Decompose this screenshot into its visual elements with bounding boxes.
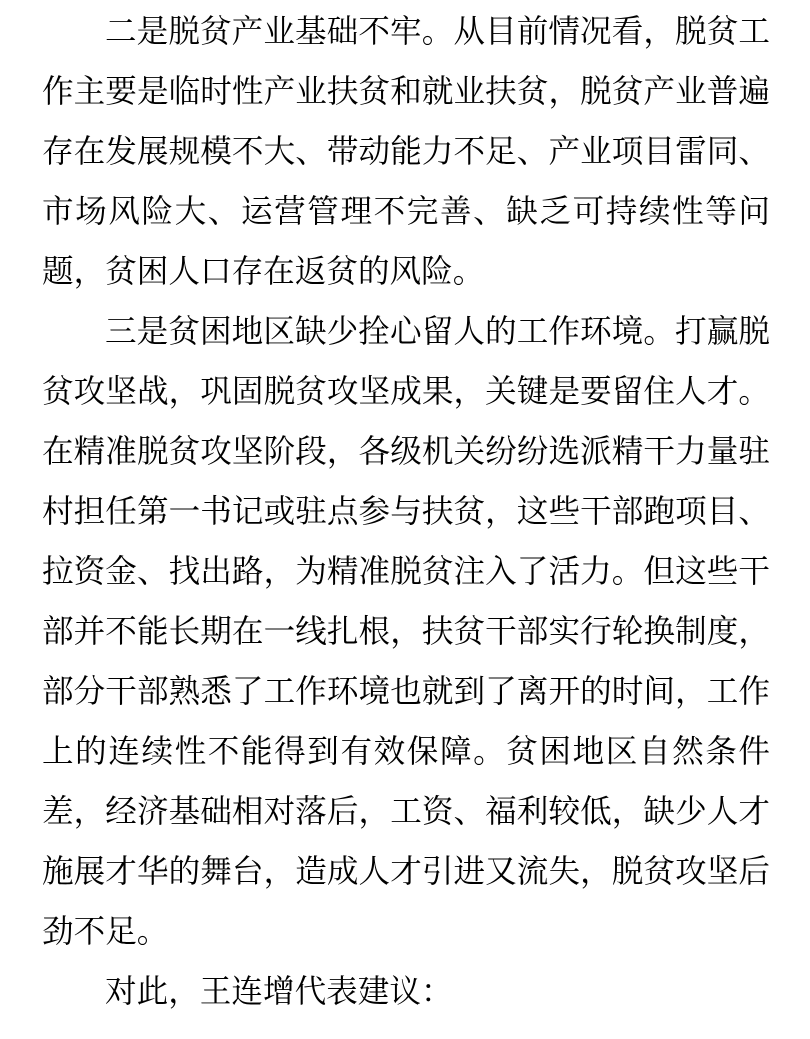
paragraph-industry-foundation-weak [42, 1, 770, 301]
text-line: 部并不能长期在一线扎根，扶贫干部实行轮换制度， [42, 613, 770, 649]
paragraph-suggestion-intro [42, 961, 770, 1021]
text-line: 贫攻坚战，巩固脱贫攻坚成果，关键是要留住人才。 [42, 373, 770, 409]
text-line: 上的连续性不能得到有效保障。贫困地区自然条件 [42, 733, 770, 769]
text-line: 部分干部熟悉了工作环境也就到了离开的时间，工作 [42, 673, 770, 709]
text-line: 施展才华的舞台，造成人才引进又流失，脱贫攻坚后 [42, 853, 770, 889]
text-line: 村担任第一书记或驻点参与扶贫，这些干部跑项目、 [42, 493, 770, 529]
text-line: 在精准脱贫攻坚阶段，各级机关纷纷选派精干力量驻 [42, 433, 770, 469]
text-line: 题，贫困人口存在返贫的风险。 [42, 253, 485, 289]
text-line: 存在发展规模不大、带动能力不足、产业项目雷同、 [42, 133, 770, 169]
text-line: 对此，王连增代表建议： [105, 973, 453, 1009]
text-line: 市场风险大、运营管理不完善、缺乏可持续性等问 [42, 193, 770, 229]
document-body [42, 1, 770, 1021]
text-line: 作主要是临时性产业扶贫和就业扶贫，脱贫产业普遍 [42, 73, 770, 109]
text-line: 三是贫困地区缺少拴心留人的工作环境。打赢脱 [105, 313, 770, 349]
text-line: 劲不足。 [42, 913, 169, 949]
text-line: 拉资金、找出路，为精准脱贫注入了活力。但这些干 [42, 553, 770, 589]
text-line: 差，经济基础相对落后，工资、福利较低，缺少人才 [42, 793, 770, 829]
paragraph-work-environment-retention [42, 301, 770, 961]
text-line: 二是脱贫产业基础不牢。从目前情况看，脱贫工 [105, 13, 770, 49]
